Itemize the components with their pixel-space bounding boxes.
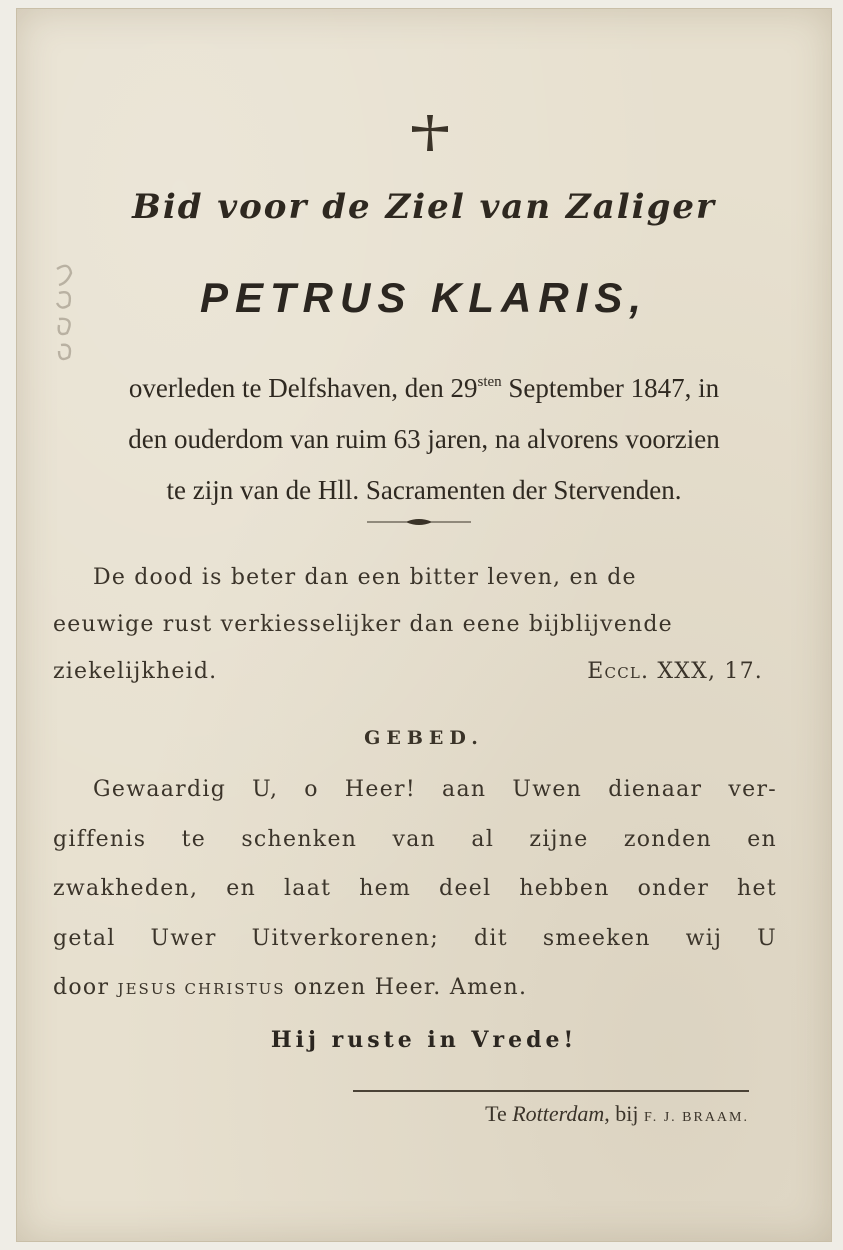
imprint-rule xyxy=(353,1090,749,1092)
cross-patee-icon xyxy=(410,113,450,153)
ordinal-suffix: sten xyxy=(477,374,502,390)
dedication-heading: Bid voor de Ziel van Zaliger xyxy=(132,187,716,227)
obituary-line-1-end: September 1847, in xyxy=(501,373,720,403)
memorial-card xyxy=(16,8,832,1242)
ornamental-divider xyxy=(367,516,471,528)
imprint-city: Rotterdam xyxy=(512,1101,605,1126)
prayer-line-3: zwakheden, en laat hem deel hebben onder het xyxy=(53,876,777,901)
jesus-christus: JESUS CHRISTUS xyxy=(117,980,286,998)
imprint-mid: , bij xyxy=(604,1101,645,1126)
deceased-name: PETRUS KLARIS, xyxy=(199,274,649,321)
quote-line-1: De dood is beter dan een bitter leven, en de xyxy=(93,565,637,590)
prayer-line-5 xyxy=(53,963,777,1015)
imprint-printer: F. J. BRAAM. xyxy=(644,1110,749,1125)
prayer-line-5-start: door xyxy=(53,975,118,1000)
prayer-line-4: getal Uwer Uitverkorenen; dit smeeken wij U xyxy=(53,925,777,951)
scripture-reference: Eccl. XXX, 17. xyxy=(587,659,763,684)
quote-line-3-text: ziekelijkheid. xyxy=(53,659,218,684)
prayer-line-5-end: onzen Heer. Amen. xyxy=(285,975,528,1000)
scripture-quote xyxy=(53,554,783,695)
printer-imprint xyxy=(353,1101,749,1127)
prayer-title: GEBED. xyxy=(364,727,484,749)
quote-line-2: eeuwige rust verkiesselijker dan eene bijblijvende xyxy=(53,612,673,637)
obituary-line-1-text: overleden te Delfshaven, den 29 xyxy=(128,373,478,403)
obituary-line-2: den ouderdom van ruim 63 jaren, na alvorens voorzien xyxy=(128,424,720,454)
obituary-text xyxy=(53,357,795,516)
quote-line-3 xyxy=(53,648,783,695)
prayer-text xyxy=(53,765,777,1015)
prayer-line-1: Gewaardig U, o Heer! aan Uwen dienaar ver- xyxy=(93,777,777,802)
rest-in-peace: Hij ruste in Vrede! xyxy=(270,1027,578,1053)
imprint-prefix: Te xyxy=(485,1101,513,1126)
obituary-line-1 xyxy=(53,357,795,414)
prayer-line-2: giffenis te schenken van al zijne zonden en xyxy=(53,826,777,852)
obituary-line-3: te zijn van de Hll. Sacramenten der Stervenden. xyxy=(166,475,682,505)
